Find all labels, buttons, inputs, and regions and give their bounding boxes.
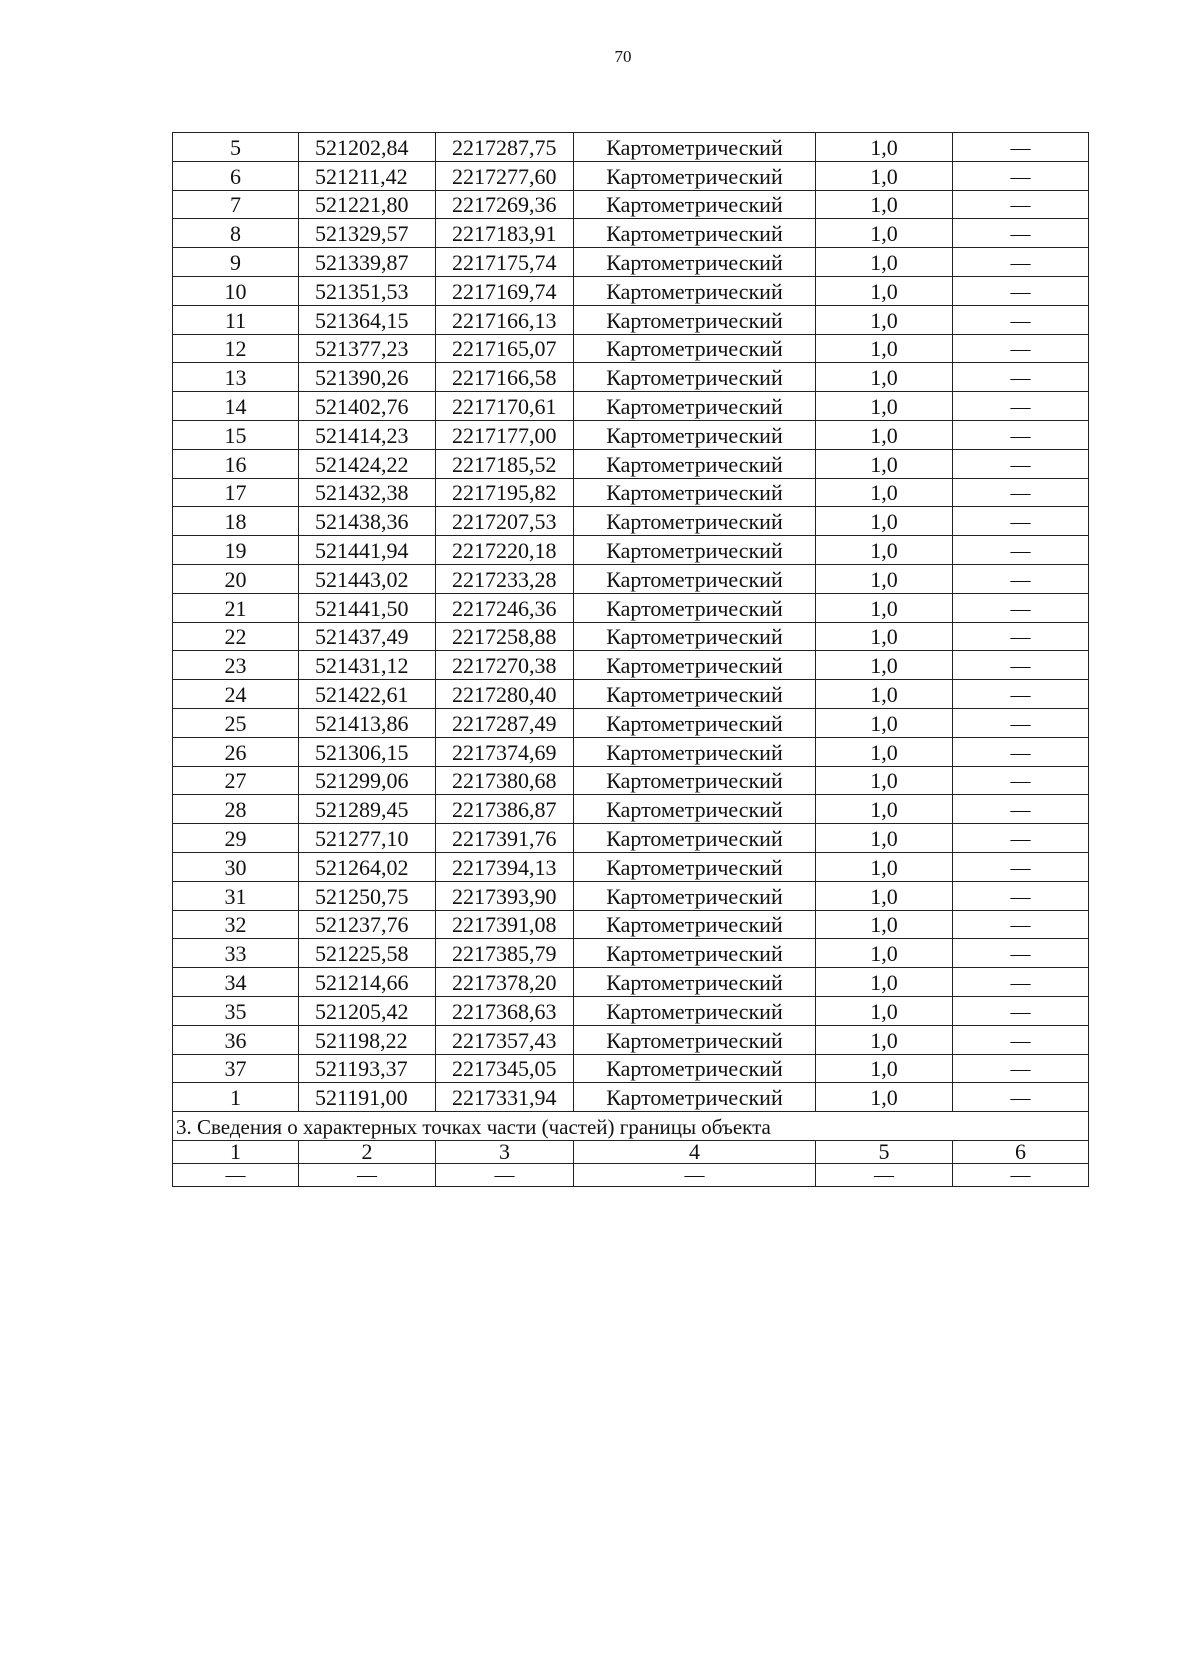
method-cell: Картометрический: [574, 536, 816, 565]
method-cell: Картометрический: [574, 593, 816, 622]
column-number-cell: 1: [173, 1140, 299, 1163]
point-number-cell: 14: [173, 392, 299, 421]
column-number-cell: 5: [816, 1140, 953, 1163]
note-cell: —: [953, 363, 1089, 392]
note-cell: —: [953, 507, 1089, 536]
x-coordinate-cell: 521329,57: [299, 219, 436, 248]
point-number-cell: 28: [173, 795, 299, 824]
y-coordinate-cell: 2217183,91: [436, 219, 574, 248]
point-number-cell: 18: [173, 507, 299, 536]
accuracy-cell: 1,0: [816, 536, 953, 565]
table-row: [173, 910, 1089, 939]
method-cell: Картометрический: [574, 910, 816, 939]
accuracy-cell: 1,0: [816, 852, 953, 881]
coordinates-table-body: [173, 133, 1089, 1187]
x-coordinate-cell: 521193,37: [299, 1054, 436, 1083]
column-number-cell: 6: [953, 1140, 1089, 1163]
note-cell: —: [953, 852, 1089, 881]
table-row: [173, 622, 1089, 651]
column-number-cell: 3: [436, 1140, 574, 1163]
point-number-cell: 23: [173, 651, 299, 680]
accuracy-cell: 1,0: [816, 824, 953, 853]
note-cell: —: [953, 1054, 1089, 1083]
x-coordinate-cell: 521214,66: [299, 968, 436, 997]
accuracy-cell: 1,0: [816, 564, 953, 593]
y-coordinate-cell: 2217385,79: [436, 939, 574, 968]
point-number-cell: 22: [173, 622, 299, 651]
note-cell: —: [953, 392, 1089, 421]
note-cell: —: [953, 133, 1089, 162]
y-coordinate-cell: 2217357,43: [436, 1025, 574, 1054]
accuracy-cell: 1,0: [816, 334, 953, 363]
y-coordinate-cell: 2217166,13: [436, 305, 574, 334]
accuracy-cell: 1,0: [816, 1025, 953, 1054]
accuracy-cell: 1,0: [816, 363, 953, 392]
note-cell: —: [953, 593, 1089, 622]
note-cell: —: [953, 305, 1089, 334]
x-coordinate-cell: 521424,22: [299, 449, 436, 478]
y-coordinate-cell: 2217195,82: [436, 478, 574, 507]
method-cell: Картометрический: [574, 161, 816, 190]
method-cell: Картометрический: [574, 133, 816, 162]
table-row: [173, 651, 1089, 680]
x-coordinate-cell: 521264,02: [299, 852, 436, 881]
note-cell: —: [953, 881, 1089, 910]
y-coordinate-cell: 2217165,07: [436, 334, 574, 363]
y-coordinate-cell: 2217380,68: [436, 766, 574, 795]
point-number-cell: 36: [173, 1025, 299, 1054]
table-row: [173, 276, 1089, 305]
y-coordinate-cell: 2217207,53: [436, 507, 574, 536]
point-number-cell: 6: [173, 161, 299, 190]
y-coordinate-cell: 2217391,76: [436, 824, 574, 853]
accuracy-cell: 1,0: [816, 737, 953, 766]
note-cell: —: [953, 478, 1089, 507]
point-number-cell: 15: [173, 420, 299, 449]
table-row: [173, 680, 1089, 709]
table-row: [173, 824, 1089, 853]
table-row: [173, 219, 1089, 248]
y-coordinate-cell: 2217170,61: [436, 392, 574, 421]
note-cell: —: [953, 795, 1089, 824]
note-cell: —: [953, 449, 1089, 478]
note-cell: —: [953, 536, 1089, 565]
table-row: [173, 593, 1089, 622]
table-row: [173, 536, 1089, 565]
table-row: [173, 795, 1089, 824]
note-cell: —: [953, 766, 1089, 795]
column-number-cell: 4: [574, 1140, 816, 1163]
table-row: [173, 881, 1089, 910]
point-number-cell: 5: [173, 133, 299, 162]
section-3-column-numbers-row: [173, 1140, 1089, 1163]
point-number-cell: 1: [173, 1083, 299, 1112]
x-coordinate-cell: 521277,10: [299, 824, 436, 853]
x-coordinate-cell: 521414,23: [299, 420, 436, 449]
point-number-cell: 31: [173, 881, 299, 910]
x-coordinate-cell: 521431,12: [299, 651, 436, 680]
y-coordinate-cell: 2217220,18: [436, 536, 574, 565]
accuracy-cell: 1,0: [816, 708, 953, 737]
method-cell: Картометрический: [574, 564, 816, 593]
table-row: [173, 420, 1089, 449]
point-number-cell: 9: [173, 248, 299, 277]
note-cell: —: [953, 910, 1089, 939]
x-coordinate-cell: 521202,84: [299, 133, 436, 162]
table-row: [173, 363, 1089, 392]
y-coordinate-cell: 2217270,38: [436, 651, 574, 680]
x-coordinate-cell: 521225,58: [299, 939, 436, 968]
x-coordinate-cell: 521432,38: [299, 478, 436, 507]
empty-cell: —: [816, 1163, 953, 1186]
accuracy-cell: 1,0: [816, 593, 953, 622]
x-coordinate-cell: 521237,76: [299, 910, 436, 939]
point-number-cell: 10: [173, 276, 299, 305]
method-cell: Картометрический: [574, 824, 816, 853]
method-cell: Картометрический: [574, 766, 816, 795]
method-cell: Картометрический: [574, 968, 816, 997]
accuracy-cell: 1,0: [816, 248, 953, 277]
method-cell: Картометрический: [574, 305, 816, 334]
accuracy-cell: 1,0: [816, 420, 953, 449]
method-cell: Картометрический: [574, 392, 816, 421]
point-number-cell: 8: [173, 219, 299, 248]
x-coordinate-cell: 521441,94: [299, 536, 436, 565]
note-cell: —: [953, 824, 1089, 853]
point-number-cell: 29: [173, 824, 299, 853]
x-coordinate-cell: 521437,49: [299, 622, 436, 651]
x-coordinate-cell: 521390,26: [299, 363, 436, 392]
point-number-cell: 33: [173, 939, 299, 968]
table-row: [173, 737, 1089, 766]
x-coordinate-cell: 521441,50: [299, 593, 436, 622]
note-cell: —: [953, 968, 1089, 997]
method-cell: Картометрический: [574, 852, 816, 881]
table-row: [173, 1025, 1089, 1054]
note-cell: —: [953, 1025, 1089, 1054]
y-coordinate-cell: 2217386,87: [436, 795, 574, 824]
point-number-cell: 17: [173, 478, 299, 507]
table-row: [173, 133, 1089, 162]
table-row: [173, 507, 1089, 536]
method-cell: Картометрический: [574, 622, 816, 651]
x-coordinate-cell: 521364,15: [299, 305, 436, 334]
point-number-cell: 21: [173, 593, 299, 622]
note-cell: —: [953, 190, 1089, 219]
section-3-row: [173, 1112, 1089, 1141]
note-cell: —: [953, 680, 1089, 709]
table-row: [173, 852, 1089, 881]
method-cell: Картометрический: [574, 420, 816, 449]
note-cell: —: [953, 334, 1089, 363]
accuracy-cell: 1,0: [816, 161, 953, 190]
note-cell: —: [953, 564, 1089, 593]
method-cell: Картометрический: [574, 708, 816, 737]
x-coordinate-cell: 521205,42: [299, 996, 436, 1025]
accuracy-cell: 1,0: [816, 190, 953, 219]
note-cell: —: [953, 651, 1089, 680]
y-coordinate-cell: 2217246,36: [436, 593, 574, 622]
x-coordinate-cell: 521306,15: [299, 737, 436, 766]
y-coordinate-cell: 2217166,58: [436, 363, 574, 392]
note-cell: —: [953, 161, 1089, 190]
method-cell: Картометрический: [574, 680, 816, 709]
note-cell: —: [953, 996, 1089, 1025]
y-coordinate-cell: 2217378,20: [436, 968, 574, 997]
x-coordinate-cell: 521402,76: [299, 392, 436, 421]
point-number-cell: 32: [173, 910, 299, 939]
point-number-cell: 30: [173, 852, 299, 881]
section-3-empty-row: [173, 1163, 1089, 1186]
accuracy-cell: 1,0: [816, 680, 953, 709]
note-cell: —: [953, 708, 1089, 737]
empty-cell: —: [436, 1163, 574, 1186]
table-row: [173, 305, 1089, 334]
y-coordinate-cell: 2217345,05: [436, 1054, 574, 1083]
column-number-cell: 2: [299, 1140, 436, 1163]
method-cell: Картометрический: [574, 1025, 816, 1054]
accuracy-cell: 1,0: [816, 910, 953, 939]
x-coordinate-cell: 521198,22: [299, 1025, 436, 1054]
point-number-cell: 35: [173, 996, 299, 1025]
table-row: [173, 392, 1089, 421]
accuracy-cell: 1,0: [816, 766, 953, 795]
method-cell: Картометрический: [574, 449, 816, 478]
method-cell: Картометрический: [574, 334, 816, 363]
point-number-cell: 37: [173, 1054, 299, 1083]
y-coordinate-cell: 2217391,08: [436, 910, 574, 939]
y-coordinate-cell: 2217374,69: [436, 737, 574, 766]
y-coordinate-cell: 2217175,74: [436, 248, 574, 277]
table-row: [173, 939, 1089, 968]
method-cell: Картометрический: [574, 737, 816, 766]
point-number-cell: 7: [173, 190, 299, 219]
accuracy-cell: 1,0: [816, 507, 953, 536]
note-cell: —: [953, 622, 1089, 651]
point-number-cell: 34: [173, 968, 299, 997]
accuracy-cell: 1,0: [816, 1083, 953, 1112]
method-cell: Картометрический: [574, 219, 816, 248]
method-cell: Картометрический: [574, 507, 816, 536]
y-coordinate-cell: 2217394,13: [436, 852, 574, 881]
method-cell: Картометрический: [574, 881, 816, 910]
method-cell: Картометрический: [574, 1083, 816, 1112]
accuracy-cell: 1,0: [816, 968, 953, 997]
table-row: [173, 968, 1089, 997]
y-coordinate-cell: 2217185,52: [436, 449, 574, 478]
y-coordinate-cell: 2217280,40: [436, 680, 574, 709]
accuracy-cell: 1,0: [816, 795, 953, 824]
table-row: [173, 334, 1089, 363]
y-coordinate-cell: 2217287,49: [436, 708, 574, 737]
method-cell: Картометрический: [574, 795, 816, 824]
empty-cell: —: [299, 1163, 436, 1186]
method-cell: Картометрический: [574, 276, 816, 305]
point-number-cell: 24: [173, 680, 299, 709]
accuracy-cell: 1,0: [816, 939, 953, 968]
point-number-cell: 16: [173, 449, 299, 478]
note-cell: —: [953, 219, 1089, 248]
y-coordinate-cell: 2217287,75: [436, 133, 574, 162]
accuracy-cell: 1,0: [816, 219, 953, 248]
point-number-cell: 27: [173, 766, 299, 795]
y-coordinate-cell: 2217269,36: [436, 190, 574, 219]
table-row: [173, 449, 1089, 478]
accuracy-cell: 1,0: [816, 1054, 953, 1083]
x-coordinate-cell: 521250,75: [299, 881, 436, 910]
x-coordinate-cell: 521299,06: [299, 766, 436, 795]
y-coordinate-cell: 2217277,60: [436, 161, 574, 190]
y-coordinate-cell: 2217258,88: [436, 622, 574, 651]
method-cell: Картометрический: [574, 248, 816, 277]
note-cell: —: [953, 248, 1089, 277]
table-row: [173, 708, 1089, 737]
point-number-cell: 26: [173, 737, 299, 766]
x-coordinate-cell: 521289,45: [299, 795, 436, 824]
point-number-cell: 19: [173, 536, 299, 565]
accuracy-cell: 1,0: [816, 996, 953, 1025]
accuracy-cell: 1,0: [816, 276, 953, 305]
table-row: [173, 1083, 1089, 1112]
table-row: [173, 248, 1089, 277]
table-row: [173, 996, 1089, 1025]
accuracy-cell: 1,0: [816, 133, 953, 162]
method-cell: Картометрический: [574, 939, 816, 968]
accuracy-cell: 1,0: [816, 478, 953, 507]
method-cell: Картометрический: [574, 190, 816, 219]
point-number-cell: 13: [173, 363, 299, 392]
accuracy-cell: 1,0: [816, 881, 953, 910]
coordinates-table: [172, 132, 1089, 1187]
y-coordinate-cell: 2217331,94: [436, 1083, 574, 1112]
table-row: [173, 478, 1089, 507]
y-coordinate-cell: 2217233,28: [436, 564, 574, 593]
table-row: [173, 1054, 1089, 1083]
table-row: [173, 190, 1089, 219]
page-number: 70: [614, 47, 632, 66]
x-coordinate-cell: 521339,87: [299, 248, 436, 277]
x-coordinate-cell: 521422,61: [299, 680, 436, 709]
note-cell: —: [953, 420, 1089, 449]
method-cell: Картометрический: [574, 363, 816, 392]
y-coordinate-cell: 2217393,90: [436, 881, 574, 910]
x-coordinate-cell: 521377,23: [299, 334, 436, 363]
table-row: [173, 161, 1089, 190]
table-row: [173, 564, 1089, 593]
x-coordinate-cell: 521351,53: [299, 276, 436, 305]
x-coordinate-cell: 521221,80: [299, 190, 436, 219]
table-row: [173, 766, 1089, 795]
y-coordinate-cell: 2217177,00: [436, 420, 574, 449]
empty-cell: —: [173, 1163, 299, 1186]
accuracy-cell: 1,0: [816, 392, 953, 421]
empty-cell: —: [574, 1163, 816, 1186]
method-cell: Картометрический: [574, 996, 816, 1025]
accuracy-cell: 1,0: [816, 622, 953, 651]
y-coordinate-cell: 2217368,63: [436, 996, 574, 1025]
section-3-title: 3. Сведения о характерных точках части (частей) границы объекта: [173, 1112, 1089, 1141]
note-cell: —: [953, 737, 1089, 766]
method-cell: Картометрический: [574, 478, 816, 507]
x-coordinate-cell: 521413,86: [299, 708, 436, 737]
note-cell: —: [953, 1083, 1089, 1112]
point-number-cell: 20: [173, 564, 299, 593]
x-coordinate-cell: 521438,36: [299, 507, 436, 536]
point-number-cell: 25: [173, 708, 299, 737]
note-cell: —: [953, 939, 1089, 968]
empty-cell: —: [953, 1163, 1089, 1186]
method-cell: Картометрический: [574, 651, 816, 680]
point-number-cell: 12: [173, 334, 299, 363]
accuracy-cell: 1,0: [816, 305, 953, 334]
accuracy-cell: 1,0: [816, 449, 953, 478]
point-number-cell: 11: [173, 305, 299, 334]
method-cell: Картометрический: [574, 1054, 816, 1083]
x-coordinate-cell: 521443,02: [299, 564, 436, 593]
note-cell: —: [953, 276, 1089, 305]
accuracy-cell: 1,0: [816, 651, 953, 680]
x-coordinate-cell: 521191,00: [299, 1083, 436, 1112]
y-coordinate-cell: 2217169,74: [436, 276, 574, 305]
x-coordinate-cell: 521211,42: [299, 161, 436, 190]
